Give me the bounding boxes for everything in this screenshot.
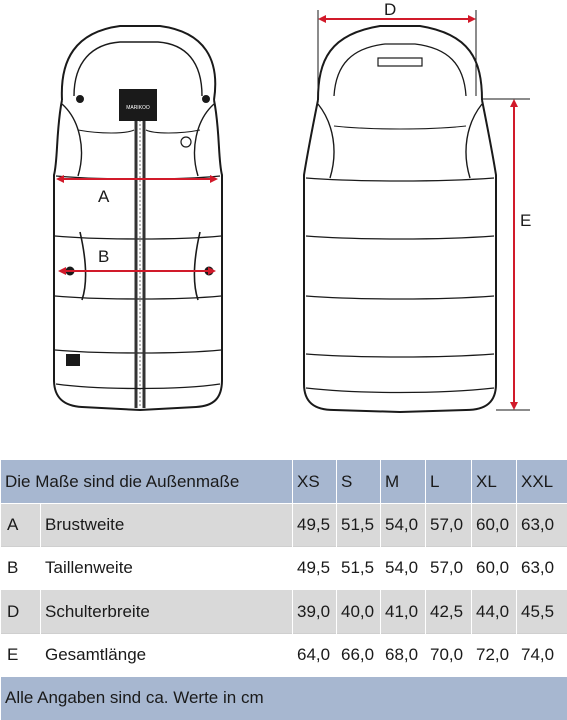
- row-key: A: [1, 504, 41, 547]
- cell-value: 68,0: [381, 633, 426, 676]
- cell-value: 44,0: [472, 590, 517, 633]
- row-name: Schulterbreite: [41, 590, 293, 633]
- measure-label-e: E: [520, 211, 532, 230]
- size-header: L: [426, 460, 472, 504]
- cell-value: 60,0: [472, 504, 517, 547]
- table-row: [1, 590, 567, 633]
- table-row: [1, 504, 567, 547]
- cell-value: 51,5: [337, 547, 381, 590]
- row-key: B: [1, 547, 41, 590]
- cell-value: 49,5: [293, 504, 337, 547]
- header-label: Die Maße sind die Außenmaße: [1, 460, 293, 504]
- table-row: [1, 633, 567, 676]
- table-header-row: [1, 460, 567, 504]
- table-row: [1, 547, 567, 590]
- cell-value: 54,0: [381, 547, 426, 590]
- size-header: XL: [472, 460, 517, 504]
- row-name: Brustweite: [41, 504, 293, 547]
- measure-d-line: [318, 15, 476, 23]
- measure-e-guides: [482, 99, 530, 410]
- cell-value: 45,5: [517, 590, 567, 633]
- cell-value: 57,0: [426, 504, 472, 547]
- cell-value: 51,5: [337, 504, 381, 547]
- size-header: XS: [293, 460, 337, 504]
- table-footer-row: [1, 676, 567, 720]
- cell-value: 57,0: [426, 547, 472, 590]
- cell-value: 60,0: [472, 547, 517, 590]
- cell-value: 70,0: [426, 633, 472, 676]
- measure-e-line: [510, 99, 518, 410]
- size-header: S: [337, 460, 381, 504]
- cell-value: 40,0: [337, 590, 381, 633]
- vest-back-drawing: [304, 26, 496, 412]
- size-header: XXL: [517, 460, 567, 504]
- cell-value: 64,0: [293, 633, 337, 676]
- size-header: M: [381, 460, 426, 504]
- cell-value: 63,0: [517, 504, 567, 547]
- row-name: Taillenweite: [41, 547, 293, 590]
- measure-label-a: A: [98, 187, 110, 206]
- row-key: E: [1, 633, 41, 676]
- cell-value: 72,0: [472, 633, 517, 676]
- footer-note: Alle Angaben sind ca. Werte in cm: [1, 676, 567, 720]
- cell-value: 54,0: [381, 504, 426, 547]
- cell-value: 39,0: [293, 590, 337, 633]
- cell-value: 66,0: [337, 633, 381, 676]
- cell-value: 41,0: [381, 590, 426, 633]
- measure-label-b: B: [98, 247, 110, 266]
- size-table: [0, 459, 567, 720]
- row-name: Gesamtlänge: [41, 633, 293, 676]
- cell-value: 63,0: [517, 547, 567, 590]
- row-key: D: [1, 590, 41, 633]
- front-badge-text: MARIKOO: [126, 105, 150, 111]
- vest-front-drawing: [54, 26, 222, 410]
- measure-label-d: D: [384, 0, 397, 19]
- cell-value: 49,5: [293, 547, 337, 590]
- cell-value: 42,5: [426, 590, 472, 633]
- measure-d-guides: [318, 10, 476, 96]
- cell-value: 74,0: [517, 633, 567, 676]
